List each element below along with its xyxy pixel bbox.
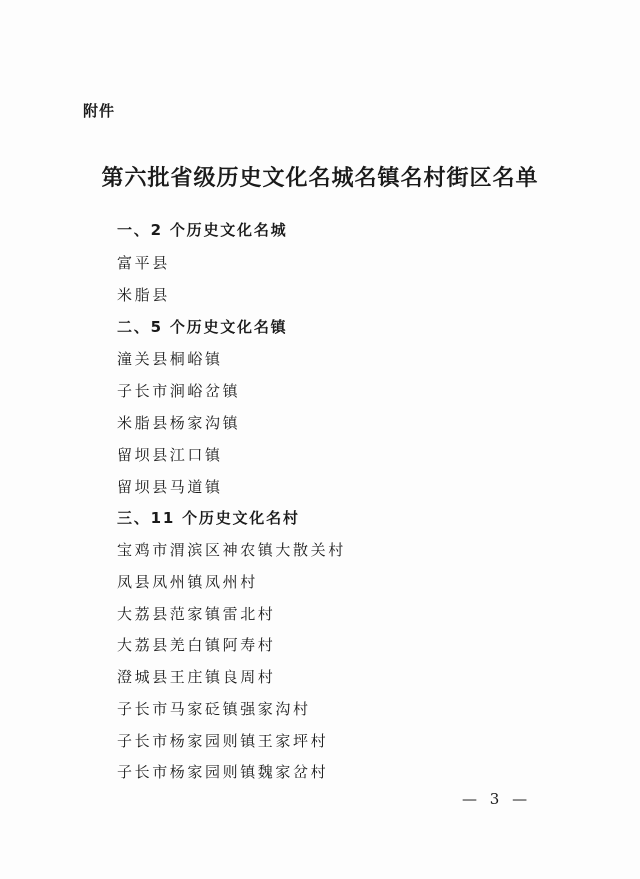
list-item: 澄城县王庄镇良周村 [117, 668, 276, 686]
list-item: 子长市杨家园则镇王家坪村 [117, 732, 329, 750]
section-heading-cities: 一、2 个历史文化名城 [117, 221, 288, 239]
list-item: 留坝县江口镇 [117, 446, 223, 464]
list-item: 米脂县杨家沟镇 [117, 414, 241, 432]
document-title: 第六批省级历史文化名城名镇名村街区名单 [101, 166, 539, 191]
section-heading-villages: 三、11 个历史文化名村 [117, 509, 300, 527]
section-heading-towns: 二、5 个历史文化名镇 [117, 318, 288, 336]
list-item: 大荔县羌白镇阿寿村 [117, 636, 276, 654]
list-item: 凤县凤州镇凤州村 [117, 573, 258, 591]
list-item: 子长市马家砭镇强家沟村 [117, 700, 311, 718]
attachment-label: 附件 [83, 102, 116, 120]
list-item: 米脂县 [117, 286, 170, 304]
list-item: 子长市杨家园则镇魏家岔村 [117, 763, 329, 781]
list-item: 宝鸡市渭滨区神农镇大散关村 [117, 541, 346, 559]
list-item: 留坝县马道镇 [117, 478, 223, 496]
list-item: 大荔县范家镇雷北村 [117, 605, 276, 623]
page-number: — 3 — [462, 790, 532, 808]
list-item: 子长市涧峪岔镇 [117, 382, 241, 400]
list-item: 潼关县桐峪镇 [117, 350, 223, 368]
list-item: 富平县 [117, 254, 170, 272]
